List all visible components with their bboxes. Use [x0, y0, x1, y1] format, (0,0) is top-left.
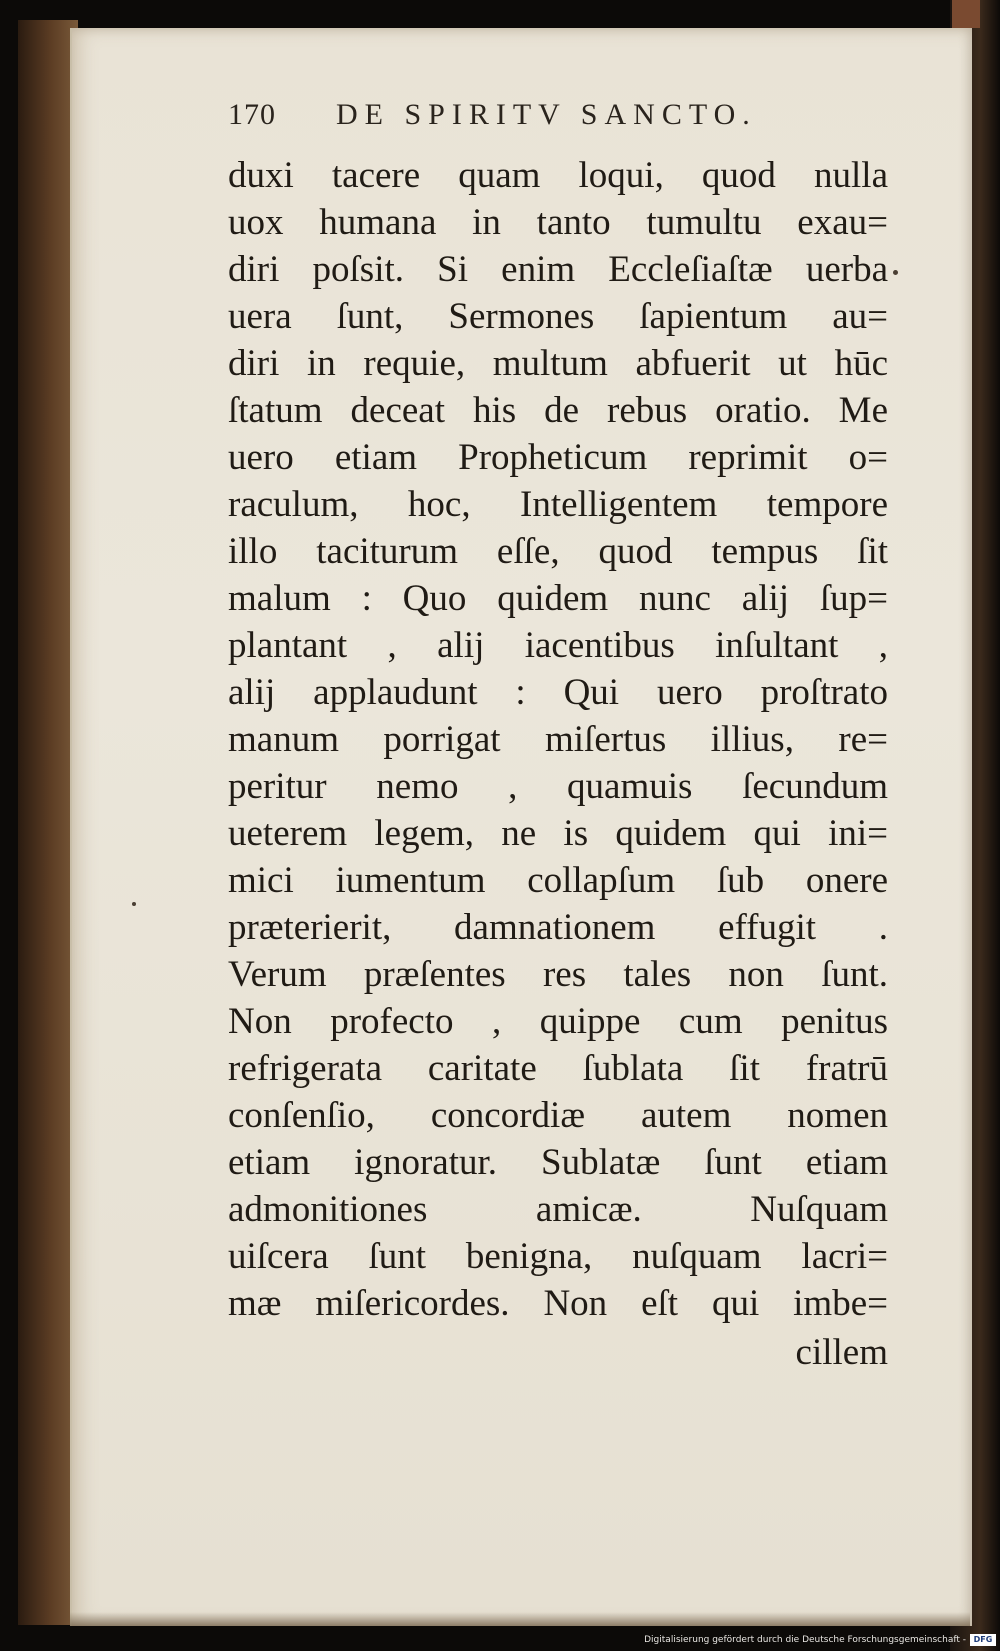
text-line: admonitiones amicæ. Nuſquam [228, 1189, 888, 1230]
text-line: diri poſsit. Si enim Eccleſiaſtæ uerba [228, 249, 888, 290]
text-line: etiam ignoratur. Sublatæ ſunt etiam [228, 1142, 888, 1183]
paper-speck [893, 270, 898, 275]
text-line: illo taciturum eſſe, quod tempus ſit [228, 531, 888, 572]
text-line: duxi tacere quam loqui, quod nulla [228, 155, 888, 196]
text-line: uera ſunt, Sermones ſapientum au= [228, 296, 888, 337]
text-line: mici iumentum collapſum ſub onere [228, 860, 888, 901]
text-line: diri in requie, multum abfuerit ut hūc [228, 343, 888, 384]
book-binding-edge [18, 20, 78, 1625]
body-text [228, 152, 888, 1376]
text-line: refrigerata caritate ſublata ſit fratrū [228, 1048, 888, 1089]
paper-speck [132, 902, 136, 906]
running-title: DE SPIRITV SANCTO. [336, 98, 757, 131]
text-line: præterierit, damnationem effugit . [228, 907, 888, 948]
text-line: mæ miſericordes. Non eſt qui imbe= [228, 1283, 888, 1324]
page-number: 170 [228, 98, 276, 131]
running-head [228, 98, 888, 142]
text-line: plantant , alij iacentibus inſultant , [228, 625, 888, 666]
digitization-credit [570, 1632, 1000, 1648]
catchword: cillem [795, 1332, 888, 1373]
corner-tab [952, 0, 980, 28]
text-line: uero etiam Propheticum reprimit o= [228, 437, 888, 478]
text-line: uiſcera ſunt benigna, nuſquam lacri= [228, 1236, 888, 1277]
credit-text: Digitalisierung gefördert durch die Deutsche Forschungsgemeinschaft - [644, 1635, 966, 1645]
dfg-logo: DFG [970, 1634, 996, 1646]
text-line: uox humana in tanto tumultu exau= [228, 202, 888, 243]
page-bottom-shadow [70, 1612, 970, 1626]
text-line: alij applaudunt : Qui uero proſtrato [228, 672, 888, 713]
text-line: conſenſio, concordiæ autem nomen [228, 1095, 888, 1136]
text-line: ueterem legem, ne is quidem qui ini= [228, 813, 888, 854]
text-line: peritur nemo , quamuis ſecundum [228, 766, 888, 807]
text-line: raculum, hoc, Intelligentem tempore [228, 484, 888, 525]
text-line: manum porrigat miſertus illius, re= [228, 719, 888, 760]
text-line: ſtatum deceat his de rebus oratio. Me [228, 390, 888, 431]
text-line: Non profecto , quippe cum penitus [228, 1001, 888, 1042]
text-line: Verum præſentes res tales non ſunt. [228, 954, 888, 995]
text-line: malum : Quo quidem nunc alij ſup= [228, 578, 888, 619]
